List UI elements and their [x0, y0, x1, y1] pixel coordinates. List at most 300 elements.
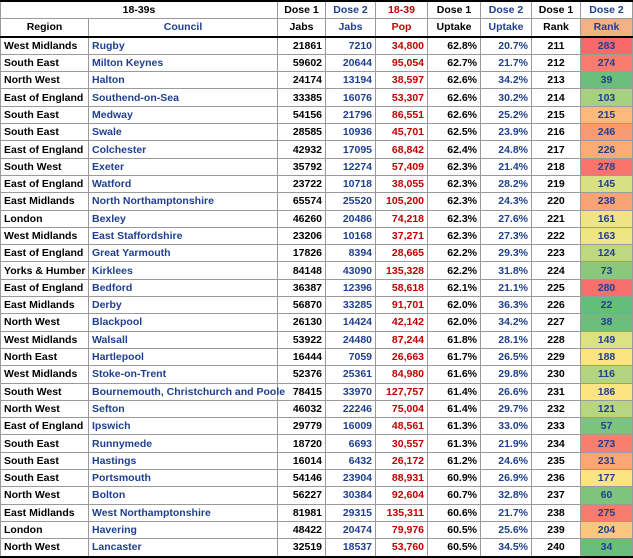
uptake2-cell: 23.9%: [481, 124, 532, 141]
dose1-jabs-cell: 54146: [278, 470, 326, 487]
region-cell: South East: [1, 435, 89, 452]
dose1-jabs-cell: 65574: [278, 193, 326, 210]
rank1-cell: 216: [532, 124, 581, 141]
rank2-cell: 103: [581, 89, 633, 106]
uptake2-cell: 25.2%: [481, 106, 532, 123]
uptake2-cell: 28.2%: [481, 175, 532, 192]
table-row: [1, 470, 633, 487]
uptake1-cell: 60.9%: [428, 470, 481, 487]
dose1-jabs-cell: 21861: [278, 37, 326, 55]
rank1-cell: 230: [532, 366, 581, 383]
rank1-cell: 219: [532, 175, 581, 192]
rank1-cell: 218: [532, 158, 581, 175]
council-cell: Walsall: [89, 331, 278, 348]
uptake1-cell: 61.6%: [428, 366, 481, 383]
council-cell: Colchester: [89, 141, 278, 158]
pop-cell: 79,976: [376, 521, 428, 538]
uptake1-cell: 62.0%: [428, 314, 481, 331]
pop-cell: 42,142: [376, 314, 428, 331]
uptake2-sub-header: Uptake: [481, 19, 532, 37]
council-cell: Derby: [89, 297, 278, 314]
dose1-jabs-cell: 59602: [278, 54, 326, 71]
dose2-jabs-cell: 25361: [326, 366, 376, 383]
region-cell: South East: [1, 470, 89, 487]
dose2-jabs-cell: 18537: [326, 539, 376, 557]
pop-cell: 84,980: [376, 366, 428, 383]
pop-cell: 38,597: [376, 72, 428, 89]
dose1-jabs-cell: 17826: [278, 245, 326, 262]
pop-cell: 26,172: [376, 452, 428, 469]
rank2-cell: 121: [581, 400, 633, 417]
council-cell: Runnymede: [89, 435, 278, 452]
rank2-cell: 215: [581, 106, 633, 123]
table-row: [1, 158, 633, 175]
uptake1-cell: 60.7%: [428, 487, 481, 504]
rank1-cell: 226: [532, 297, 581, 314]
uptake1-sub-header: Uptake: [428, 19, 481, 37]
rank2-cell: 177: [581, 470, 633, 487]
pop-cell: 26,663: [376, 348, 428, 365]
pop-cell: 74,218: [376, 210, 428, 227]
uptake2-cell: 32.8%: [481, 487, 532, 504]
dose2-jabs-cell: 43090: [326, 262, 376, 279]
pop-cell: 28,665: [376, 245, 428, 262]
rank2-cell: 124: [581, 245, 633, 262]
region-cell: North West: [1, 72, 89, 89]
rank1-sub-header: Rank: [532, 19, 581, 37]
dose2-jabs-cell: 17095: [326, 141, 376, 158]
uptake1-cell: 62.6%: [428, 72, 481, 89]
region-cell: East Midlands: [1, 297, 89, 314]
table-row: [1, 227, 633, 244]
dose2-jabs-cell: 10936: [326, 124, 376, 141]
pop-cell: 38,055: [376, 175, 428, 192]
uptake1-cell: 62.1%: [428, 279, 481, 296]
uptake2-cell: 24.8%: [481, 141, 532, 158]
pop-cell: 88,931: [376, 470, 428, 487]
region-cell: West Midlands: [1, 331, 89, 348]
table-row: [1, 366, 633, 383]
rank1-cell: 225: [532, 279, 581, 296]
uptake2-cell: 20.7%: [481, 37, 532, 55]
table-row: [1, 314, 633, 331]
rank1-cell: 223: [532, 245, 581, 262]
dose2-jabs-cell: 12274: [326, 158, 376, 175]
uptake2-cell: 24.3%: [481, 193, 532, 210]
region-cell: East of England: [1, 279, 89, 296]
table-row: [1, 37, 633, 55]
region-cell: North West: [1, 539, 89, 557]
rank2-cell: 273: [581, 435, 633, 452]
council-cell: Kirklees: [89, 262, 278, 279]
region-cell: North West: [1, 314, 89, 331]
dose1-jabs-cell: 18720: [278, 435, 326, 452]
rank2-cell: 60: [581, 487, 633, 504]
dose2-jabs-cell: 20644: [326, 54, 376, 71]
region-cell: East of England: [1, 175, 89, 192]
uptake1-cell: 61.2%: [428, 452, 481, 469]
uptake2-cell: 26.6%: [481, 383, 532, 400]
dose2-jabs-cell: 33285: [326, 297, 376, 314]
pop-cell: 92,604: [376, 487, 428, 504]
pop-cell: 37,271: [376, 227, 428, 244]
council-cell: Hartlepool: [89, 348, 278, 365]
uptake2-cell: 21.4%: [481, 158, 532, 175]
rank1-cell: 240: [532, 539, 581, 557]
dose1-jabs-cell: 46260: [278, 210, 326, 227]
table-row: [1, 262, 633, 279]
rank2-cell: 246: [581, 124, 633, 141]
dose1-jabs-cell: 33385: [278, 89, 326, 106]
rank1-cell: 214: [532, 89, 581, 106]
region-cell: South West: [1, 383, 89, 400]
region-cell: East of England: [1, 89, 89, 106]
region-cell: South East: [1, 106, 89, 123]
region-header: Region: [1, 19, 89, 37]
pop-cell: 34,800: [376, 37, 428, 55]
region-cell: East of England: [1, 418, 89, 435]
rank1-cell: 232: [532, 400, 581, 417]
region-cell: South East: [1, 124, 89, 141]
table-row: [1, 331, 633, 348]
region-cell: East Midlands: [1, 504, 89, 521]
dose1-jabs-cell: 23206: [278, 227, 326, 244]
header-row-top: [1, 1, 633, 19]
table-row: [1, 435, 633, 452]
dose1-jabs-cell: 24174: [278, 72, 326, 89]
rank2-sub-header: Rank: [581, 19, 633, 37]
dose2-jabs-cell: 6432: [326, 452, 376, 469]
uptake2-cell: 34.2%: [481, 314, 532, 331]
rank1-cell: 231: [532, 383, 581, 400]
table-row: [1, 383, 633, 400]
table-row: [1, 400, 633, 417]
region-cell: South East: [1, 452, 89, 469]
dose2-jabs-cell: 21796: [326, 106, 376, 123]
region-cell: London: [1, 521, 89, 538]
dose2-jabs-cell: 24480: [326, 331, 376, 348]
rank1-cell: 238: [532, 504, 581, 521]
dose2-jabs-cell: 12396: [326, 279, 376, 296]
rank2-cell: 204: [581, 521, 633, 538]
uptake1-cell: 62.2%: [428, 262, 481, 279]
council-cell: East Staffordshire: [89, 227, 278, 244]
uptake2-cell: 24.6%: [481, 452, 532, 469]
dose1-jabs-cell: 56227: [278, 487, 326, 504]
uptake2-cell: 27.3%: [481, 227, 532, 244]
rank2-cell: 226: [581, 141, 633, 158]
table-row: [1, 54, 633, 71]
council-cell: Lancaster: [89, 539, 278, 557]
uptake1-cell: 61.7%: [428, 348, 481, 365]
council-header: Council: [89, 19, 278, 37]
uptake2-cell: 21.1%: [481, 279, 532, 296]
uptake2-cell: 27.6%: [481, 210, 532, 227]
uptake2-cell: 29.8%: [481, 366, 532, 383]
rank2-header: Dose 2: [581, 1, 633, 19]
pop-cell: 58,618: [376, 279, 428, 296]
uptake2-cell: 30.2%: [481, 89, 532, 106]
dose2-jabs-cell: 7210: [326, 37, 376, 55]
rank1-cell: 217: [532, 141, 581, 158]
pop-cell: 135,311: [376, 504, 428, 521]
table-row: [1, 141, 633, 158]
table-row: [1, 72, 633, 89]
dose1-jabs-cell: 53922: [278, 331, 326, 348]
rank1-header: Dose 1: [532, 1, 581, 19]
uptake1-cell: 62.3%: [428, 175, 481, 192]
rank2-cell: 283: [581, 37, 633, 55]
uptake2-cell: 33.0%: [481, 418, 532, 435]
rank1-cell: 213: [532, 72, 581, 89]
table-row: [1, 504, 633, 521]
dose2-jabs-cell: 6693: [326, 435, 376, 452]
dose2-jabs-cell: 14424: [326, 314, 376, 331]
uptake1-cell: 62.3%: [428, 193, 481, 210]
rank2-cell: 161: [581, 210, 633, 227]
rank2-cell: 278: [581, 158, 633, 175]
table-row: [1, 89, 633, 106]
uptake1-cell: 62.6%: [428, 89, 481, 106]
rank1-cell: 239: [532, 521, 581, 538]
rank2-cell: 280: [581, 279, 633, 296]
council-cell: Ipswich: [89, 418, 278, 435]
region-cell: East Midlands: [1, 193, 89, 210]
pop-cell: 105,200: [376, 193, 428, 210]
uptake1-cell: 61.3%: [428, 418, 481, 435]
dose1-jabs-cell: 46032: [278, 400, 326, 417]
pop-cell: 68,842: [376, 141, 428, 158]
council-cell: Bolton: [89, 487, 278, 504]
dose2-jabs-cell: 29315: [326, 504, 376, 521]
uptake2-cell: 28.1%: [481, 331, 532, 348]
council-cell: North Northamptonshire: [89, 193, 278, 210]
table-row: [1, 348, 633, 365]
dose1-jabs-cell: 36387: [278, 279, 326, 296]
rank1-cell: 222: [532, 227, 581, 244]
uptake1-cell: 62.4%: [428, 141, 481, 158]
dose2-jabs-cell: 7059: [326, 348, 376, 365]
rank2-cell: 188: [581, 348, 633, 365]
dose1-jabs-cell: 26130: [278, 314, 326, 331]
uptake1-cell: 62.2%: [428, 245, 481, 262]
dose2-jabs-cell: 25520: [326, 193, 376, 210]
table-row: [1, 245, 633, 262]
council-cell: Sefton: [89, 400, 278, 417]
rank2-cell: 186: [581, 383, 633, 400]
council-cell: Hastings: [89, 452, 278, 469]
council-cell: Southend-on-Sea: [89, 89, 278, 106]
council-cell: Portsmouth: [89, 470, 278, 487]
rank2-cell: 34: [581, 539, 633, 557]
uptake2-cell: 21.7%: [481, 54, 532, 71]
table-body: [1, 37, 633, 557]
council-cell: Medway: [89, 106, 278, 123]
rank1-cell: 229: [532, 348, 581, 365]
uptake1-cell: 61.3%: [428, 435, 481, 452]
region-cell: South West: [1, 158, 89, 175]
pop-cell: 48,561: [376, 418, 428, 435]
rank1-cell: 224: [532, 262, 581, 279]
dose2-jabs-cell: 10718: [326, 175, 376, 192]
dose1-jabs-cell: 78415: [278, 383, 326, 400]
uptake1-cell: 61.8%: [428, 331, 481, 348]
council-cell: Swale: [89, 124, 278, 141]
title-cell: 18-39s: [1, 1, 278, 19]
pop-cell: 87,244: [376, 331, 428, 348]
pop-cell: 95,054: [376, 54, 428, 71]
uptake2-cell: 34.2%: [481, 72, 532, 89]
region-cell: London: [1, 210, 89, 227]
region-cell: West Midlands: [1, 366, 89, 383]
region-cell: North West: [1, 487, 89, 504]
table-row: [1, 418, 633, 435]
table-row: [1, 124, 633, 141]
rank2-cell: 274: [581, 54, 633, 71]
uptake1-cell: 62.0%: [428, 297, 481, 314]
region-cell: West Midlands: [1, 37, 89, 55]
council-cell: Watford: [89, 175, 278, 192]
council-cell: Exeter: [89, 158, 278, 175]
table-row: [1, 175, 633, 192]
uptake1-cell: 62.5%: [428, 124, 481, 141]
dose2-sub-header: Jabs: [326, 19, 376, 37]
uptake1-cell: 60.5%: [428, 521, 481, 538]
dose2-header: Dose 2: [326, 1, 376, 19]
dose2-jabs-cell: 16009: [326, 418, 376, 435]
pop-sub-header: Pop: [376, 19, 428, 37]
dose2-jabs-cell: 8394: [326, 245, 376, 262]
dose1-jabs-cell: 23722: [278, 175, 326, 192]
uptake1-cell: 62.6%: [428, 106, 481, 123]
rank2-cell: 231: [581, 452, 633, 469]
dose1-jabs-cell: 32519: [278, 539, 326, 557]
pop-cell: 86,551: [376, 106, 428, 123]
rank2-cell: 145: [581, 175, 633, 192]
uptake2-header: Dose 2: [481, 1, 532, 19]
rank1-cell: 220: [532, 193, 581, 210]
table-row: [1, 521, 633, 538]
pop-header: 18-39: [376, 1, 428, 19]
pop-cell: 45,701: [376, 124, 428, 141]
pop-cell: 53,307: [376, 89, 428, 106]
uptake1-cell: 62.3%: [428, 210, 481, 227]
rank2-cell: 275: [581, 504, 633, 521]
pop-cell: 57,409: [376, 158, 428, 175]
council-cell: Bournemouth, Christchurch and Poole: [89, 383, 278, 400]
pop-cell: 127,757: [376, 383, 428, 400]
table-row: [1, 297, 633, 314]
uptake2-cell: 34.5%: [481, 539, 532, 557]
rank1-cell: 221: [532, 210, 581, 227]
table-row: [1, 210, 633, 227]
region-cell: East of England: [1, 245, 89, 262]
rank1-cell: 228: [532, 331, 581, 348]
region-cell: North East: [1, 348, 89, 365]
dose1-jabs-cell: 48422: [278, 521, 326, 538]
rank1-cell: 237: [532, 487, 581, 504]
pop-cell: 30,557: [376, 435, 428, 452]
rank2-cell: 149: [581, 331, 633, 348]
region-cell: North West: [1, 400, 89, 417]
rank2-cell: 38: [581, 314, 633, 331]
uptake2-cell: 25.6%: [481, 521, 532, 538]
table-row: [1, 487, 633, 504]
table-row: [1, 539, 633, 557]
uptake1-cell: 62.3%: [428, 158, 481, 175]
uptake1-cell: 62.7%: [428, 54, 481, 71]
council-cell: Halton: [89, 72, 278, 89]
dose1-jabs-cell: 29779: [278, 418, 326, 435]
dose1-header: Dose 1: [278, 1, 326, 19]
dose2-jabs-cell: 33970: [326, 383, 376, 400]
dose2-jabs-cell: 22246: [326, 400, 376, 417]
uptake2-cell: 29.7%: [481, 400, 532, 417]
region-cell: Yorks & Humber: [1, 262, 89, 279]
rank1-cell: 233: [532, 418, 581, 435]
rank1-cell: 235: [532, 452, 581, 469]
rank2-cell: 73: [581, 262, 633, 279]
table-row: [1, 452, 633, 469]
uptake2-cell: 31.8%: [481, 262, 532, 279]
dose1-jabs-cell: 28585: [278, 124, 326, 141]
table-row: [1, 106, 633, 123]
dose1-sub-header: Jabs: [278, 19, 326, 37]
uptake1-cell: 61.4%: [428, 400, 481, 417]
uptake1-cell: 61.4%: [428, 383, 481, 400]
region-cell: West Midlands: [1, 227, 89, 244]
dose1-jabs-cell: 16014: [278, 452, 326, 469]
council-cell: Bexley: [89, 210, 278, 227]
dose1-jabs-cell: 52376: [278, 366, 326, 383]
dose2-jabs-cell: 10168: [326, 227, 376, 244]
rank2-cell: 116: [581, 366, 633, 383]
uptake2-cell: 26.9%: [481, 470, 532, 487]
dose1-jabs-cell: 35792: [278, 158, 326, 175]
council-cell: Blackpool: [89, 314, 278, 331]
pop-cell: 91,701: [376, 297, 428, 314]
uptake2-cell: 21.9%: [481, 435, 532, 452]
region-cell: South East: [1, 54, 89, 71]
dose2-jabs-cell: 20486: [326, 210, 376, 227]
rank2-cell: 22: [581, 297, 633, 314]
dose2-jabs-cell: 23904: [326, 470, 376, 487]
dose2-jabs-cell: 20474: [326, 521, 376, 538]
header-row-sub: [1, 19, 633, 37]
dose1-jabs-cell: 81981: [278, 504, 326, 521]
uptake1-cell: 62.3%: [428, 227, 481, 244]
pop-cell: 135,328: [376, 262, 428, 279]
dose2-jabs-cell: 16076: [326, 89, 376, 106]
uptake2-cell: 29.3%: [481, 245, 532, 262]
rank2-cell: 163: [581, 227, 633, 244]
pop-cell: 53,760: [376, 539, 428, 557]
council-cell: Milton Keynes: [89, 54, 278, 71]
rank2-cell: 238: [581, 193, 633, 210]
dose2-jabs-cell: 30384: [326, 487, 376, 504]
uptake1-cell: 60.5%: [428, 539, 481, 557]
table-row: [1, 193, 633, 210]
council-cell: Great Yarmouth: [89, 245, 278, 262]
dose1-jabs-cell: 54156: [278, 106, 326, 123]
uptake2-cell: 36.3%: [481, 297, 532, 314]
rank1-cell: 211: [532, 37, 581, 55]
council-cell: West Northamptonshire: [89, 504, 278, 521]
dose1-jabs-cell: 84148: [278, 262, 326, 279]
council-cell: Havering: [89, 521, 278, 538]
rank1-cell: 236: [532, 470, 581, 487]
rank2-cell: 39: [581, 72, 633, 89]
